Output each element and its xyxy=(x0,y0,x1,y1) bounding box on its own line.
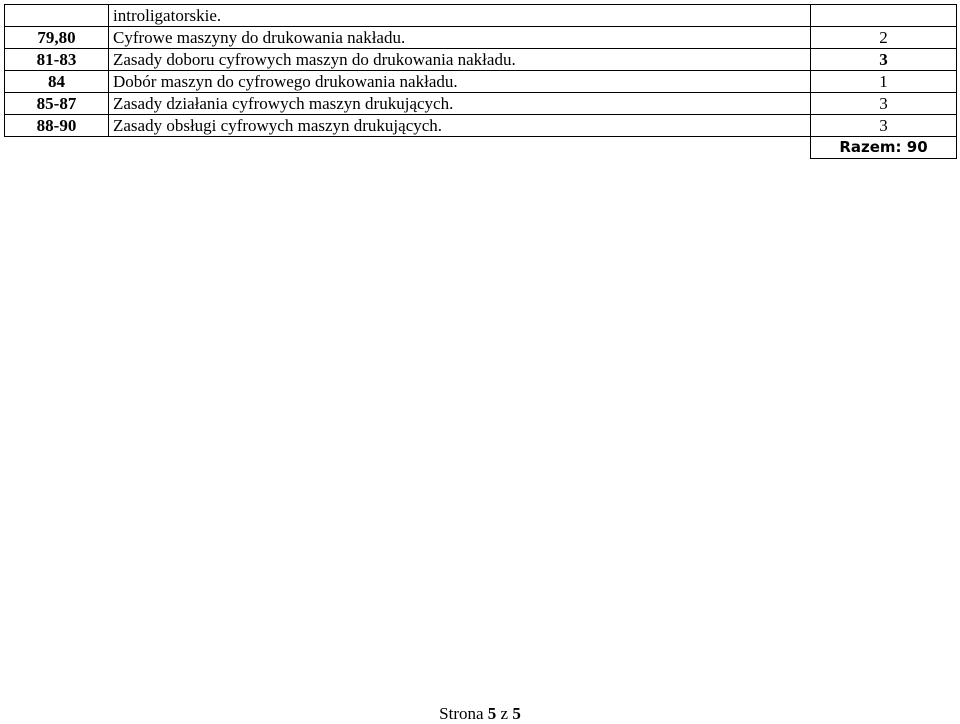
page-footer xyxy=(0,704,960,724)
current-page-number: 5 xyxy=(487,704,497,723)
page-label: Strona xyxy=(439,704,484,723)
hours-cell: 2 xyxy=(811,27,957,49)
topic-cell: introligatorskie. xyxy=(109,5,811,27)
lesson-plan-table xyxy=(4,4,957,159)
lesson-number-cell: 88-90 xyxy=(5,115,109,137)
topic-cell: Cyfrowe maszyny do drukowania nakładu. xyxy=(109,27,811,49)
topic-cell: Zasady doboru cyfrowych maszyn do drukowania nakładu. xyxy=(109,49,811,71)
lesson-number-cell xyxy=(5,5,109,27)
hours-cell xyxy=(811,5,957,27)
hours-cell: 1 xyxy=(811,71,957,93)
hours-cell: 3 xyxy=(811,115,957,137)
empty-cell xyxy=(109,137,811,159)
total-hours-cell: Razem: 90 xyxy=(811,137,957,159)
table-row xyxy=(5,93,957,115)
topic-cell: Zasady działania cyfrowych maszyn drukujących. xyxy=(109,93,811,115)
table-row xyxy=(5,5,957,27)
lesson-number-cell: 85-87 xyxy=(5,93,109,115)
page-separator: z xyxy=(500,704,509,723)
topic-cell: Zasady obsługi cyfrowych maszyn drukujących. xyxy=(109,115,811,137)
topic-cell: Dobór maszyn do cyfrowego drukowania nakładu. xyxy=(109,71,811,93)
table-row xyxy=(5,115,957,137)
table-row xyxy=(5,27,957,49)
lesson-number-cell: 81-83 xyxy=(5,49,109,71)
empty-cell xyxy=(5,137,109,159)
lesson-number-cell: 84 xyxy=(5,71,109,93)
total-row xyxy=(5,137,957,159)
lesson-number-cell: 79,80 xyxy=(5,27,109,49)
table-row xyxy=(5,49,957,71)
hours-cell: 3 xyxy=(811,49,957,71)
hours-cell: 3 xyxy=(811,93,957,115)
table-row xyxy=(5,71,957,93)
total-pages-number: 5 xyxy=(512,704,521,723)
